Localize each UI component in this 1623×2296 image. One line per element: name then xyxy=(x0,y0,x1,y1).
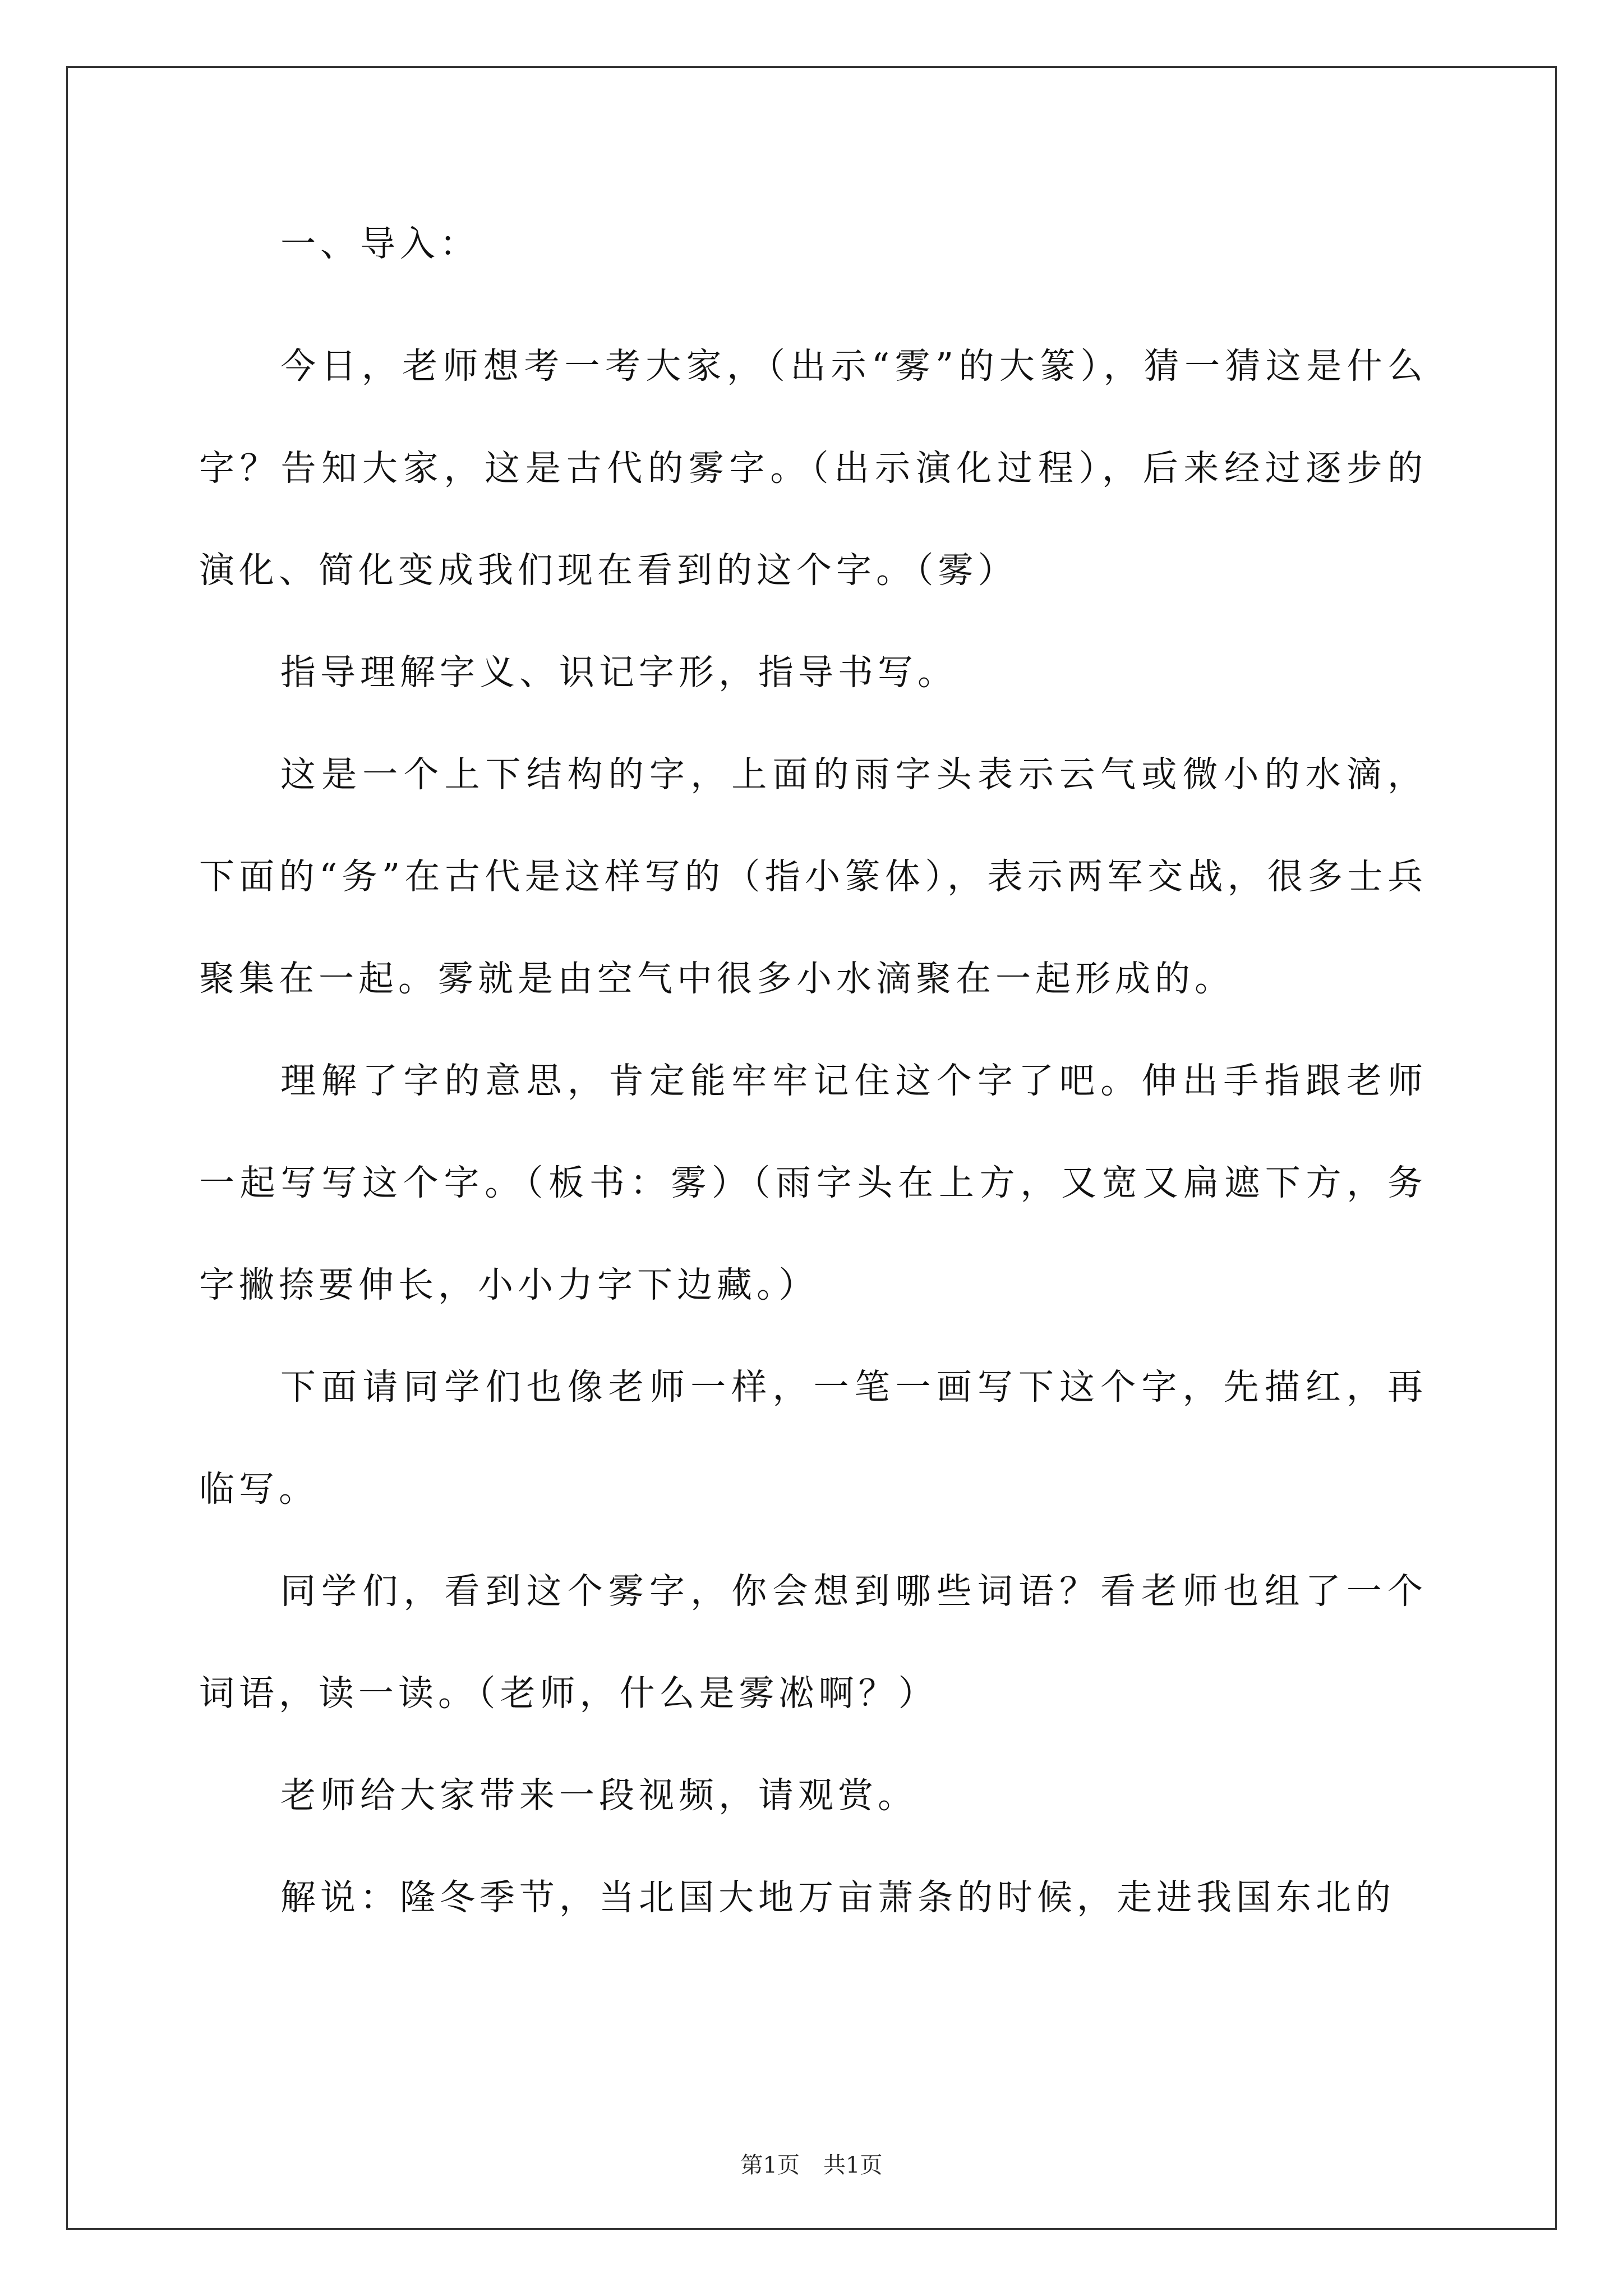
paragraph: 下面请同学们也像老师一样，一笔一画写下这个字，先描红，再临写。 xyxy=(199,1366,1427,1510)
document-body xyxy=(199,213,1427,1949)
paragraph: 这是一个上下结构的字，上面的雨字头表示云气或微小的水滴，下面的“务”在古代是这样写的（指小篆体），表示两军交战，很多士兵聚集在一起。雾就是由空气中很多小水滴聚在一起形成的。 xyxy=(199,754,1427,999)
page-total: 共1页 xyxy=(823,2152,883,2178)
paragraph: 老师给大家带来一段视频，请观赏。 xyxy=(280,1775,917,1816)
paragraph: 解说：隆冬季节，当北国大地万亩萧条的时候，走进我国东北的 xyxy=(280,1877,1395,1918)
page-number: 第1页 xyxy=(740,2152,800,2178)
paragraph-heading: 一、导入： xyxy=(280,223,479,264)
paragraph: 指导理解字义、识记字形，指导书写。 xyxy=(280,652,957,693)
paragraph: 同学们，看到这个雾字，你会想到哪些词语？看老师也组了一个词语，读一读。（老师，什么是雾凇啊？） xyxy=(199,1571,1427,1714)
page-footer xyxy=(0,2151,1623,2179)
paragraph: 理解了字的意思，肯定能牢牢记住这个字了吧。伸出手指跟老师一起写写这个字。（板书：雾）（雨字头在上方，又宽又扁遮下方，务字撇捺要伸长，小小力字下边藏。） xyxy=(199,1060,1427,1305)
paragraph: 今日，老师想考一考大家，（出示“雾”的大篆），猜一猜这是什么字？告知大家，这是古代的雾字。（出示演化过程），后来经过逐步的演化、简化变成我们现在看到的这个字。（雾） xyxy=(199,346,1427,591)
